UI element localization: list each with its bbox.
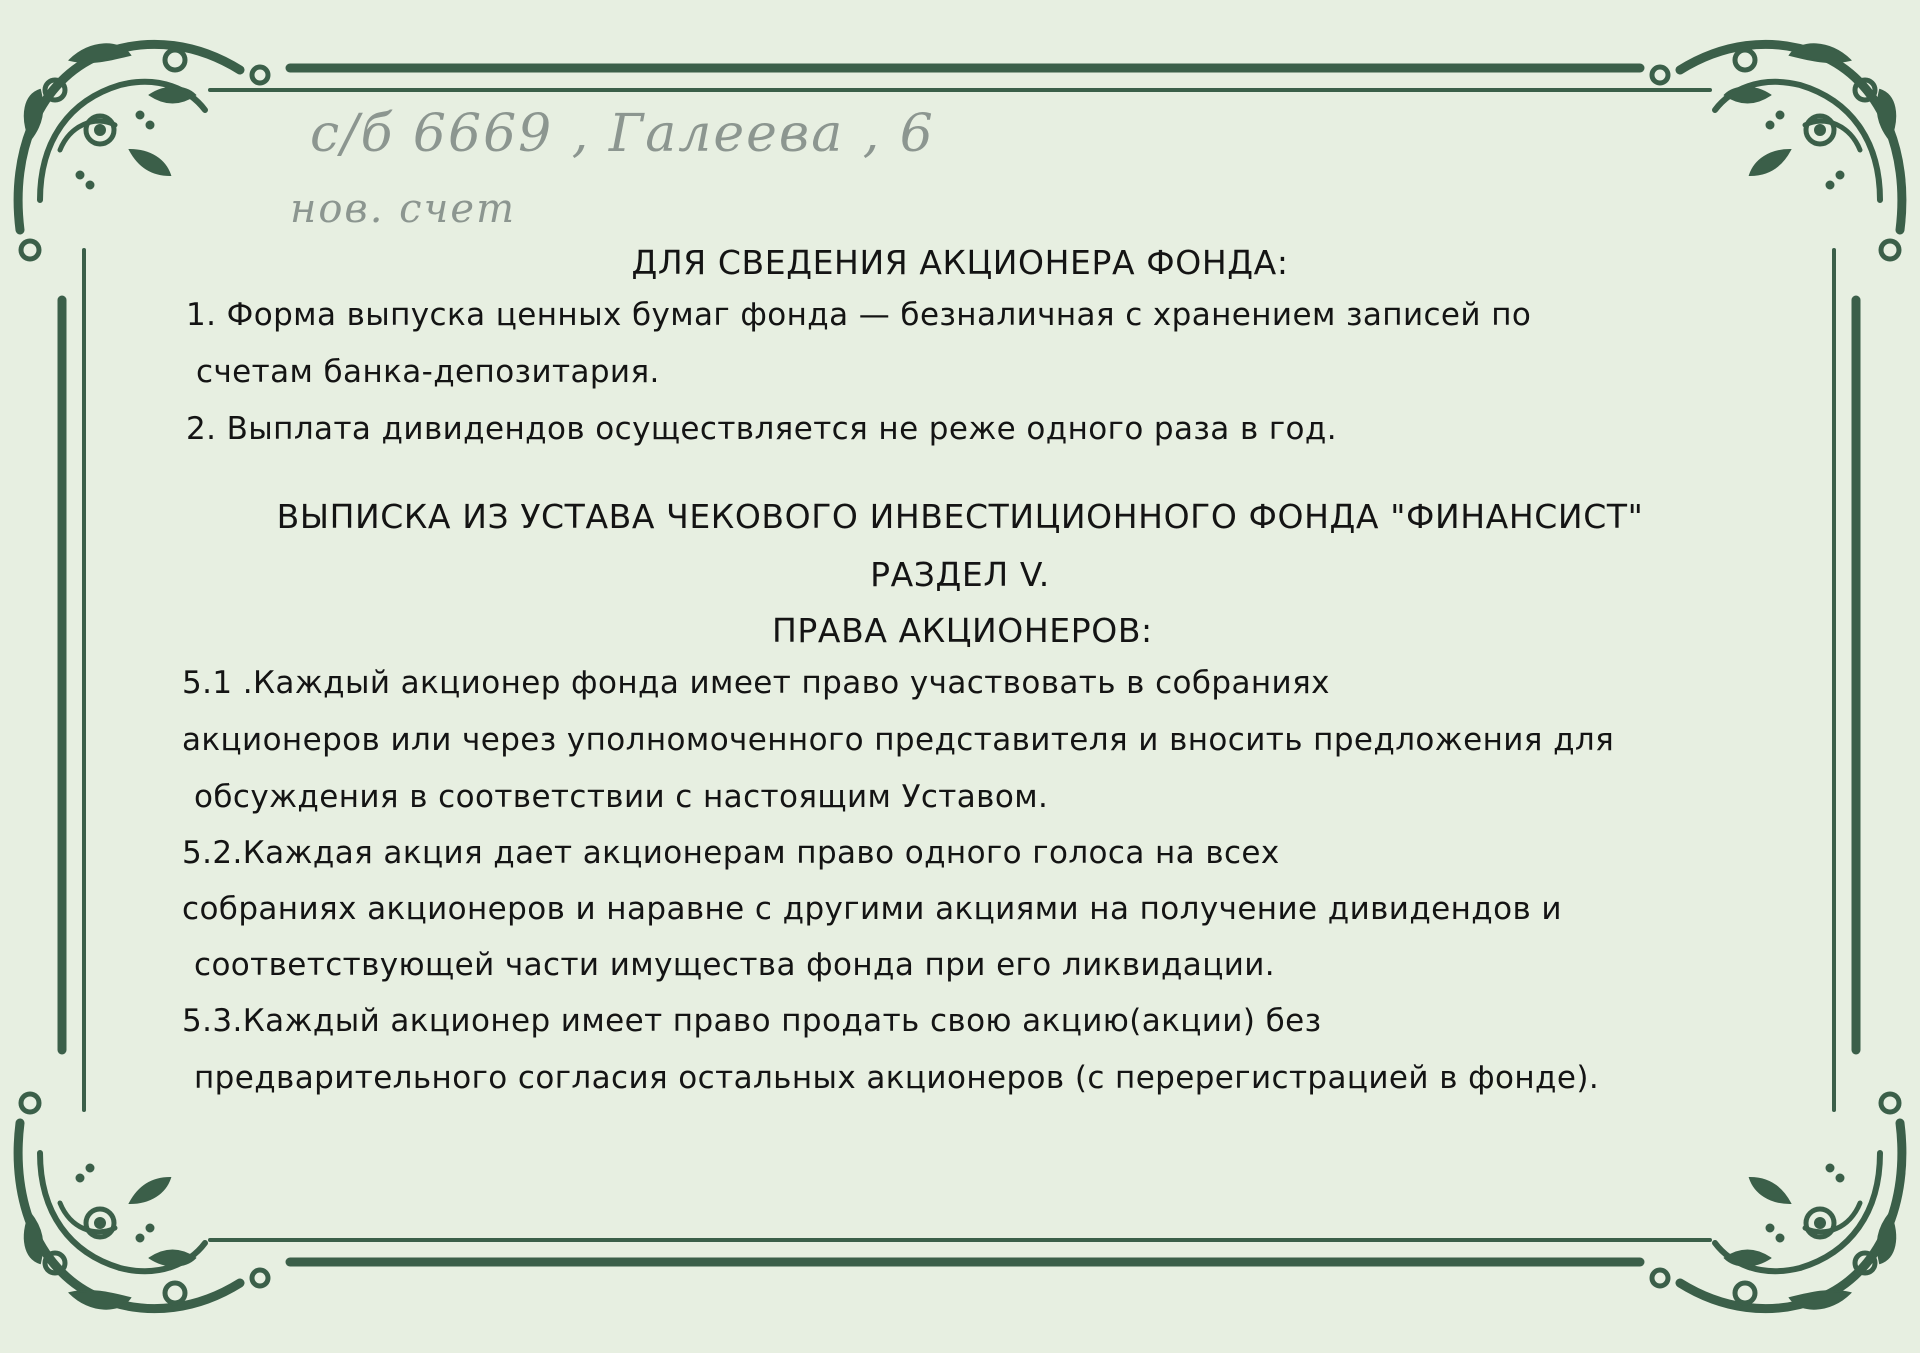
section1-heading: ДЛЯ СВЕДЕНИЯ АКЦИОНЕРА ФОНДА: <box>631 243 1289 282</box>
handwritten-note-line1: с/б 6669 , Галеева , 6 <box>310 104 935 164</box>
paragraph-5-1-line2: акционеров или через уполномоченного представителя и вносить предложения для <box>182 722 1615 758</box>
item1-line2: счетам банка-депозитария. <box>196 354 660 390</box>
section2-heading: ВЫПИСКА ИЗ УСТАВА ЧЕКОВОГО ИНВЕСТИЦИОННОГО ФОНДА "ФИНАНСИСТ" <box>276 497 1644 536</box>
section2-subheading: РАЗДЕЛ V. <box>870 555 1050 594</box>
paragraph-5-1-line3: обсуждения в соответствии с настоящим Уставом. <box>194 779 1049 815</box>
item1-line1: 1. Форма выпуска ценных бумаг фонда — безналичная с хранением записей по <box>186 297 1532 333</box>
item2: 2. Выплата дивидендов осуществляется не реже одного раза в год. <box>186 411 1338 447</box>
corner-ornament-icon <box>1652 1094 1902 1309</box>
paragraph-5-2-line1: 5.2.Каждая акция дает акционерам право одного голоса на всех <box>182 835 1280 871</box>
handwritten-note-line2: нов. счет <box>290 186 517 232</box>
corner-ornament-icon <box>18 1094 268 1309</box>
corner-ornament-icon <box>1652 44 1902 259</box>
paragraph-5-3-line2: предварительного согласия остальных акционеров (с перерегистрацией в фонде). <box>194 1060 1600 1096</box>
paragraph-5-2-line3: соответствующей части имущества фонда при его ликвидации. <box>194 947 1276 983</box>
section2-subheading2: ПРАВА АКЦИОНЕРОВ: <box>772 611 1153 650</box>
paragraph-5-3-line1: 5.3.Каждый акционер имеет право продать свою акцию(акции) без <box>182 1003 1322 1039</box>
corner-ornament-icon <box>18 44 268 259</box>
paragraph-5-2-line2: собраниях акционеров и наравне с другими акциями на получение дивидендов и <box>182 891 1562 927</box>
paragraph-5-1-line1: 5.1 .Каждый акционер фонда имеет право участвовать в собраниях <box>182 665 1330 701</box>
